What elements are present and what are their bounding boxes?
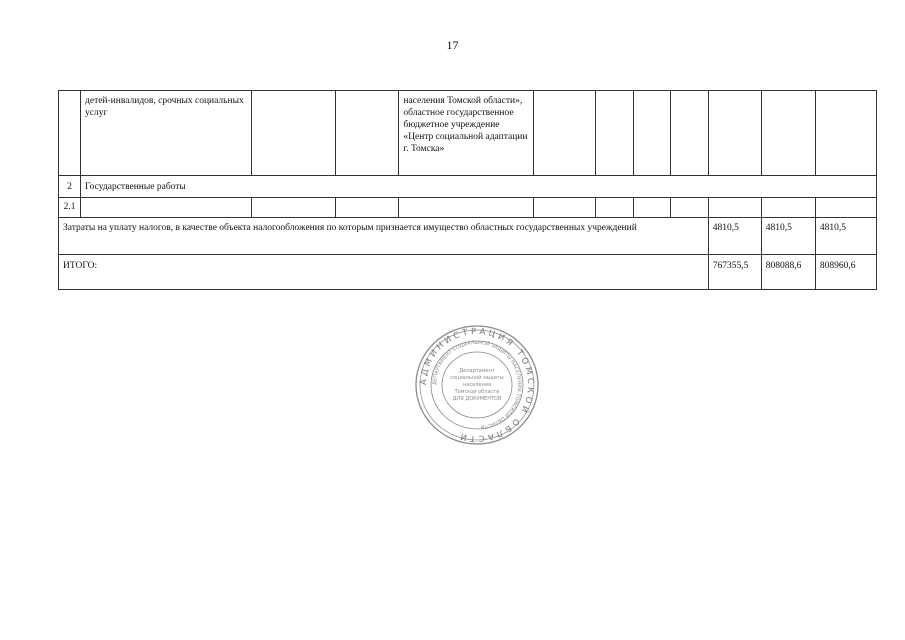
empty-cell bbox=[336, 91, 399, 176]
section-title-cell: Государственные работы bbox=[81, 176, 877, 198]
empty-cell bbox=[670, 198, 708, 218]
empty-cell bbox=[708, 198, 761, 218]
value-cell: 4810,5 bbox=[815, 218, 876, 255]
empty-cell bbox=[399, 198, 533, 218]
empty-cell bbox=[81, 198, 252, 218]
value-cell: 4810,5 bbox=[708, 218, 761, 255]
seal-center-line: населения bbox=[463, 382, 491, 388]
row-number-cell: 2.1 bbox=[59, 198, 81, 218]
total-label-cell: ИТОГО: bbox=[59, 255, 709, 290]
empty-cell bbox=[670, 91, 708, 176]
total-value-cell: 767355,5 bbox=[708, 255, 761, 290]
value-cell: 4810,5 bbox=[761, 218, 815, 255]
empty-cell bbox=[815, 198, 876, 218]
service-name-cell: детей-инвалидов, срочных социальных услуг bbox=[81, 91, 252, 176]
empty-cell bbox=[533, 91, 595, 176]
empty-cell bbox=[336, 198, 399, 218]
empty-cell bbox=[595, 198, 633, 218]
seal-center-line: ДЛЯ ДОКУМЕНТОВ bbox=[452, 396, 502, 402]
empty-cell bbox=[252, 91, 336, 176]
total-value-cell: 808960,6 bbox=[815, 255, 876, 290]
empty-cell bbox=[761, 198, 815, 218]
seal-ring-text: ДЕПАРТАМЕНТ СОЦИАЛЬНОЙ ЗАЩИТЫ НАСЕЛЕНИЯ ТОМСКОЙ ОБЛАСТИ bbox=[431, 339, 523, 430]
empty-cell bbox=[252, 198, 336, 218]
table-row bbox=[59, 255, 877, 290]
empty-cell bbox=[533, 198, 595, 218]
budget-table bbox=[58, 90, 877, 290]
seal-outer-text: АДМИНИСТРАЦИЯ ТОМСКОЙ ОБЛАСТИ bbox=[418, 326, 536, 444]
value-cell bbox=[815, 91, 876, 176]
empty-cell bbox=[595, 91, 633, 176]
seal-center-line: Департамент bbox=[459, 368, 495, 374]
total-value-cell: 808088,6 bbox=[761, 255, 815, 290]
section-number-cell: 2 bbox=[59, 176, 81, 198]
official-seal bbox=[412, 322, 542, 448]
table-row bbox=[59, 91, 877, 176]
row-number-cell bbox=[59, 91, 81, 176]
page-number: 17 bbox=[446, 38, 459, 52]
taxes-label-cell: Затраты на уплату налогов, в качестве объекта налогообложения по которым признается имущество областных государственных учреждений bbox=[59, 218, 709, 255]
seal-center-line: Томской области bbox=[454, 389, 500, 395]
seal-center-line: социальной защиты bbox=[450, 375, 504, 381]
executor-cell: населения Томской области», областное государственное бюджетное учреждение «Центр социальной адаптации г. Томска» bbox=[399, 91, 533, 176]
empty-cell bbox=[633, 91, 670, 176]
table-row bbox=[59, 218, 877, 255]
table-row bbox=[59, 198, 877, 218]
value-cell bbox=[708, 91, 761, 176]
empty-cell bbox=[633, 198, 670, 218]
value-cell bbox=[761, 91, 815, 176]
table-row bbox=[59, 176, 877, 198]
